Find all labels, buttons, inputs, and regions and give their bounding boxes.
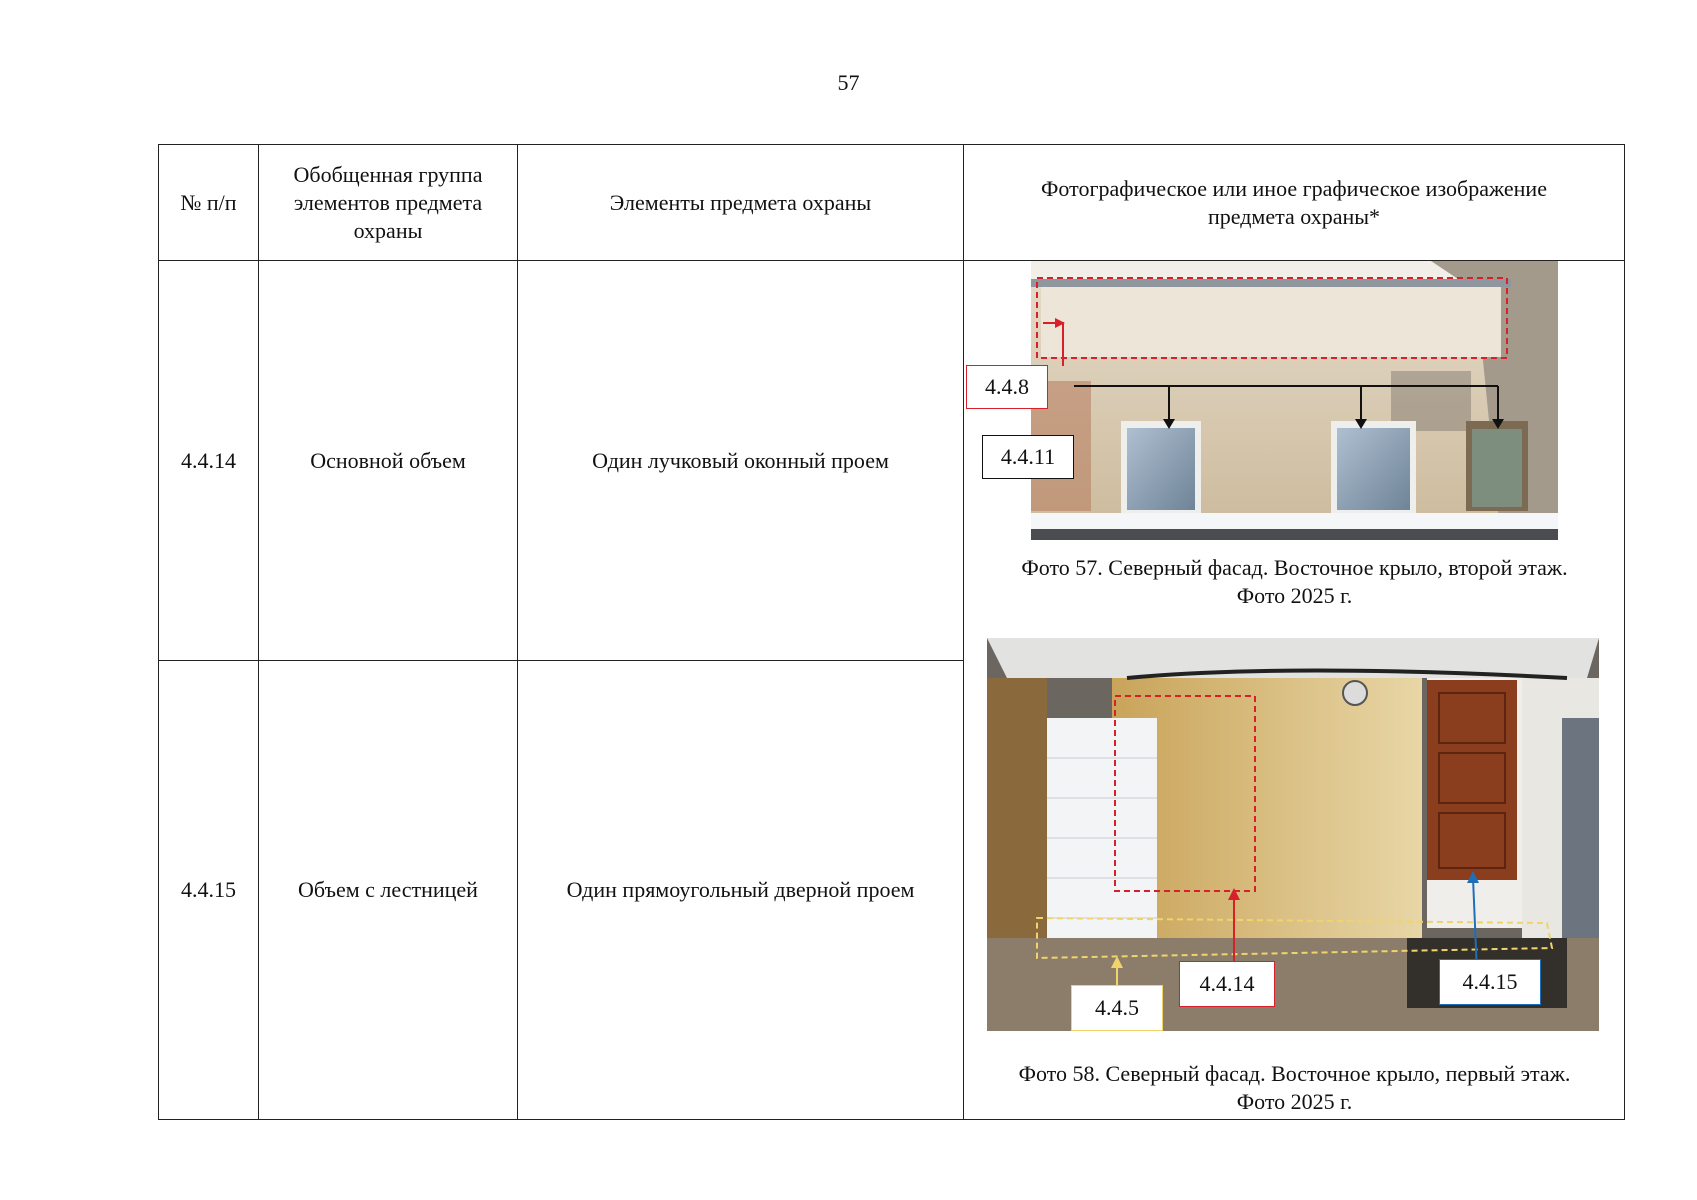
label-4-4-8: 4.4.8 [966, 365, 1048, 409]
photo-57 [1031, 261, 1558, 540]
row-element: Один прямоугольный дверной проем [518, 661, 964, 1120]
photo-cell [964, 261, 1625, 1120]
photo-58-caption-line1: Фото 58. Северный фасад. Восточное крыло, первый этаж. [1018, 1061, 1571, 1086]
label-4-4-14: 4.4.14 [1179, 961, 1275, 1007]
photo-57-caption-line1: Фото 57. Северный фасад. Восточное крыло, второй этаж. [1021, 555, 1568, 580]
label-4-4-11: 4.4.11 [982, 435, 1074, 479]
label-4-4-5: 4.4.5 [1071, 985, 1163, 1031]
header-image: Фотографическое или иное графическое изображение предмета охраны* [964, 145, 1625, 261]
label-4-4-15: 4.4.15 [1439, 959, 1541, 1005]
protection-table [158, 144, 1625, 1120]
page-number: 57 [837, 70, 860, 95]
row-number: 4.4.15 [159, 661, 259, 1120]
header-elements: Элементы предмета охраны [518, 145, 964, 261]
row-group: Объем с лестницей [259, 661, 518, 1120]
photo-58-caption-line2: Фото 2025 г. [1236, 1089, 1353, 1114]
table-row [159, 261, 1625, 661]
header-group: Обобщенная группа элементов предмета охраны [259, 145, 518, 261]
table-header-row [159, 145, 1625, 261]
row-element: Один лучковый оконный проем [518, 261, 964, 661]
row-group: Основной объем [259, 261, 518, 661]
header-number: № п/п [159, 145, 259, 261]
row-number: 4.4.14 [159, 261, 259, 661]
photo-57-caption-line2: Фото 2025 г. [1236, 583, 1353, 608]
